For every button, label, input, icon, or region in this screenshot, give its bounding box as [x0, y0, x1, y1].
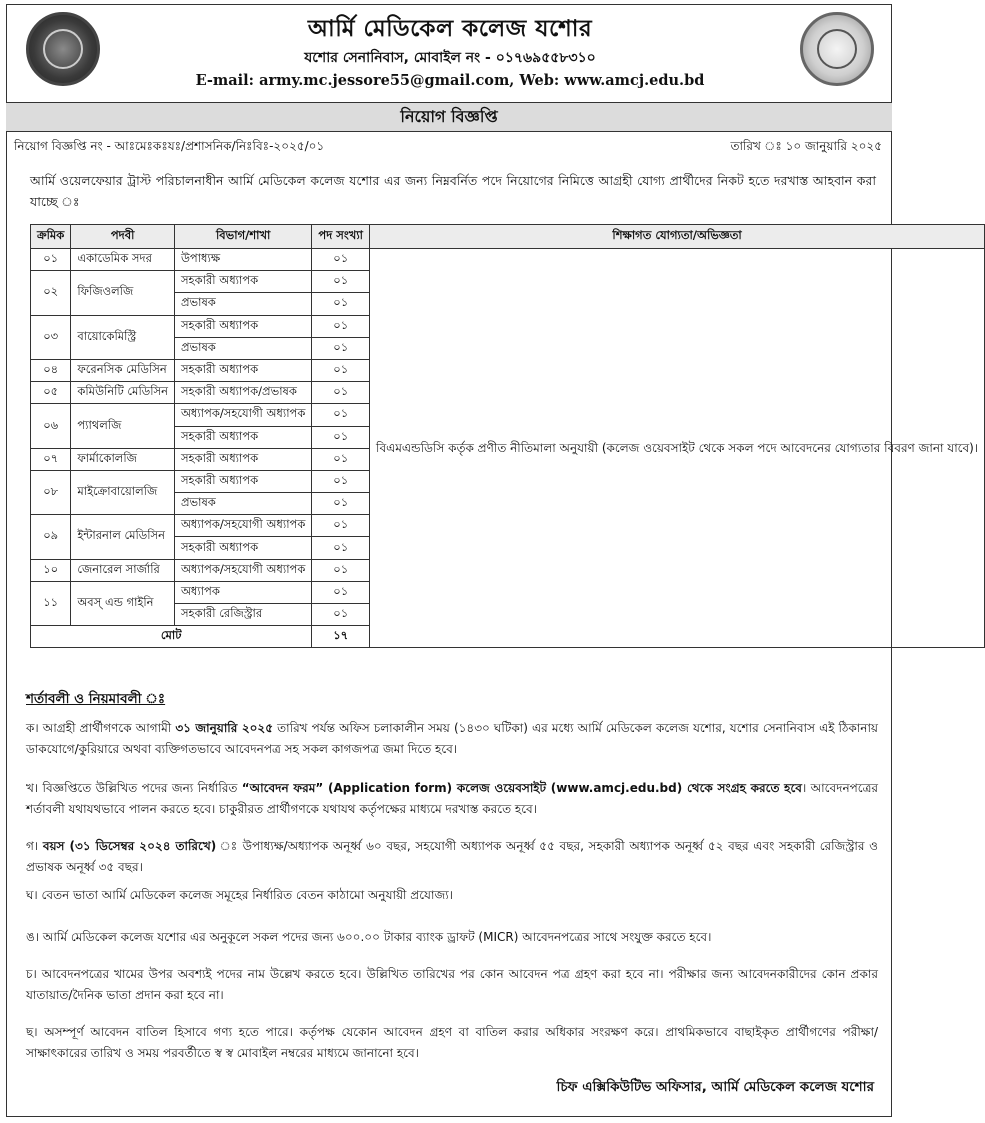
post-count-cell: ০১	[312, 359, 370, 381]
department-cell: সহকারী অধ্যাপক	[174, 537, 311, 559]
rule-uma: ঙ। আর্মি মেডিকেল কলেজ যশোর এর অনুকূলে সকল পদের জন্য ৬০০.০০ টাকার ব্যাংক ড্রাফট (MICR) আবেদনপত্রের সাথে সংযুক্ত করতে হবে।	[26, 930, 712, 944]
serial-cell: ১১	[31, 581, 71, 625]
rule-gha: ঘ। বেতন ভাতা আর্মি মেডিকেল কলেজ সমূহের নির্ধারিত বেতন কাঠামো অনুযায়ী প্রযোজ্য।	[26, 888, 453, 902]
letterhead	[0, 0, 900, 100]
rule-ga: গ। বয়স (৩১ ডিসেম্বর ২০২৪ তারিখে) ঃ উপাধ্যক্ষ/অধ্যাপক অনূর্ধ্ব ৬০ বছর, সহযোগী অধ্যাপক অনূর্ধ্ব ৫৫ বছর, সহকারী অধ্যাপক অনূর্ধ্ব ৫২ বছর এবং সহকারী রেজিস্ট্রার ও প্রভাষক অনূর্ধ্ব ৩৫ বছর।	[26, 839, 878, 874]
header-post-count: পদ সংখ্যা	[312, 225, 370, 249]
department-cell: সহকারী অধ্যাপক	[174, 271, 311, 293]
signature-line: চিফ এক্সিকিউটিভ অফিসার, আর্মি মেডিকেল কলেজ যশোর	[556, 1079, 874, 1095]
serial-cell: ০৬	[31, 404, 71, 448]
post-name-cell: প্যাথলজি	[71, 404, 175, 448]
serial-cell: ১০	[31, 559, 71, 581]
post-count-cell: ০১	[312, 470, 370, 492]
college-contact: E-mail: army.mc.jessore55@gmail.com, Web: www.amcj.edu.bd	[195, 72, 705, 89]
college-address: যশোর সেনানিবাস, মোবাইল নং - ০১৭৬৯৫৫৮৩১০	[304, 50, 596, 66]
post-name-cell: অবস্ এন্ড গাইনি	[71, 581, 175, 625]
rule-ka: ক। আগ্রহী প্রার্থীগণকে আগামী ৩১ জানুয়ারি ২০২৫ তারিখ পর্যন্ত অফিস চলাকালীন সময় (১৪৩০ ঘটিকা) এর মধ্যে আর্মি মেডিকেল কলেজ যশোর, যশোর সেনানিবাস এই ঠিকানায় ডাকযোগে/কুরিয়ারে অথবা ব্যক্তিগতভাবে আবেদনপত্র সহ সকল কাগজপত্র জমা দিতে হবে।	[26, 721, 878, 756]
reference-number: নিয়োগ বিজ্ঞপ্তি নং - আঃমেঃকঃযঃ/প্রশাসনিক/নিঃবিঃ-২০২৫/০১	[14, 139, 325, 153]
notice-banner: নিয়োগ বিজ্ঞপ্তি	[6, 102, 892, 132]
qualification-cell: বিএমএন্ডডিসি কর্তৃক প্রণীত নীতিমালা অনুযায়ী (কলেজ ওয়েবসাইট থেকে সকল পদে আবেদনের যোগ্যতার বিবরণ জানা যাবে)।	[370, 249, 985, 648]
header-department: বিভাগ/শাখা	[174, 225, 311, 249]
department-cell: সহকারী অধ্যাপক	[174, 470, 311, 492]
reference-line	[14, 138, 882, 158]
post-count-cell: ০১	[312, 249, 370, 271]
rules-heading: শর্তাবলী ও নিয়মাবলী ঃ	[26, 691, 166, 707]
department-cell: প্রভাষক	[174, 293, 311, 315]
department-cell: সহকারী রেজিস্ট্রার	[174, 604, 311, 626]
serial-cell: ০৪	[31, 359, 71, 381]
post-count-cell: ০১	[312, 382, 370, 404]
department-cell: উপাধ্যক্ষ	[174, 249, 311, 271]
table-row	[31, 249, 985, 271]
post-name-cell: জেনারেল সার্জারি	[71, 559, 175, 581]
notice-date: তারিখ ঃ ১০ জানুয়ারি ২০২৫	[730, 139, 882, 153]
rule-kha: খ। বিজ্ঞপ্তিতে উল্লিখিত পদের জন্য নির্ধারিত “আবেদন ফরম” (Application form) কলেজ ওয়েবসাইট (www.amcj.edu.bd) থেকে সংগ্রহ করতে হবে। আবেদনপত্রের শর্তাবলী যথাযথভাবে পালন করতে হবে। চাকুরীরত প্রার্থীগণকে যথাযথ কর্তৃপক্ষের মাধ্যমে দরখাস্ত করতে হবে।	[26, 781, 879, 816]
serial-cell: ০৭	[31, 448, 71, 470]
post-name-cell: ফার্মাকোলজি	[71, 448, 175, 470]
rule-cha: চ। আবেদনপত্রের খামের উপর অবশ্যই পদের নাম উল্লেখ করতে হবে। উল্লিখিত তারিখের পর কোন আবেদন পত্র গ্রহণ করা হবে না। পরীক্ষার জন্য আবেদনকারীদের কোন প্রকার যাতায়াত/দৈনিক ভাতা প্রদান করা হবে না।	[26, 967, 878, 1002]
post-name-cell: ইন্টারনাল মেডিসিন	[71, 515, 175, 559]
header-post: পদবী	[71, 225, 175, 249]
serial-cell: ০২	[31, 271, 71, 315]
post-count-cell: ০১	[312, 493, 370, 515]
header-serial: ক্রমিক	[31, 225, 71, 249]
header-qualification: শিক্ষাগত যোগ্যতা/অভিজ্ঞতা	[370, 225, 985, 249]
table-body	[31, 249, 985, 648]
total-value: ১৭	[312, 626, 370, 648]
department-cell: সহকারী অধ্যাপক/প্রভাষক	[174, 382, 311, 404]
post-name-cell: মাইক্রোবায়োলজি	[71, 470, 175, 514]
total-label: মোট	[31, 626, 312, 648]
post-count-cell: ০১	[312, 315, 370, 337]
post-count-cell: ০১	[312, 426, 370, 448]
serial-cell: ০৩	[31, 315, 71, 359]
table-header-row	[31, 225, 985, 249]
post-count-cell: ০১	[312, 271, 370, 293]
department-cell: অধ্যাপক/সহযোগী অধ্যাপক	[174, 559, 311, 581]
post-name-cell: ফরেনসিক মেডিসিন	[71, 359, 175, 381]
rule-chha: ছ। অসম্পূর্ণ আবেদন বাতিল হিসাবে গণ্য হতে পারে। কর্তৃপক্ষ যেকোন আবেদন গ্রহণ বা বাতিল করার অধিকার সংরক্ষণ করে। প্রাথমিকভাবে বাছাইকৃত প্রার্থীগণের পরীক্ষা/সাক্ষাৎকারের তারিখ ও সময় পরবর্তীতে স্ব স্ব মোবাইল নম্বরের মাধ্যমে জানানো হবে।	[26, 1025, 878, 1060]
department-cell: সহকারী অধ্যাপক	[174, 426, 311, 448]
post-count-cell: ০১	[312, 515, 370, 537]
post-name-cell: কমিউনিটি মেডিসিন	[71, 382, 175, 404]
post-count-cell: ০১	[312, 448, 370, 470]
department-cell: সহকারী অধ্যাপক	[174, 448, 311, 470]
post-count-cell: ০১	[312, 337, 370, 359]
serial-cell: ০৯	[31, 515, 71, 559]
posts-table	[30, 224, 985, 648]
department-cell: প্রভাষক	[174, 337, 311, 359]
department-cell: অধ্যাপক	[174, 581, 311, 603]
department-cell: অধ্যাপক/সহযোগী অধ্যাপক	[174, 404, 311, 426]
department-cell: অধ্যাপক/সহযোগী অধ্যাপক	[174, 515, 311, 537]
post-count-cell: ০১	[312, 293, 370, 315]
post-count-cell: ০১	[312, 604, 370, 626]
post-count-cell: ০১	[312, 559, 370, 581]
department-cell: সহকারী অধ্যাপক	[174, 315, 311, 337]
post-count-cell: ০১	[312, 581, 370, 603]
post-count-cell: ০১	[312, 404, 370, 426]
serial-cell: ০১	[31, 249, 71, 271]
post-count-cell: ০১	[312, 537, 370, 559]
intro-paragraph: আর্মি ওয়েলফেয়ার ট্রাস্ট পরিচালনাধীন আর্মি মেডিকেল কলেজ যশোর এর জন্য নিম্নবর্নিত পদে নিয়োগের নিমিত্তে আগ্রহী যোগ্য প্রার্থীদের নিকট হতে দরখাস্ত আহবান করা যাচ্ছে ঃ	[30, 173, 876, 209]
post-name-cell: ফিজিওলজি	[71, 271, 175, 315]
college-name: আর্মি মেডিকেল কলেজ যশোর	[307, 16, 593, 42]
serial-cell: ০৮	[31, 470, 71, 514]
post-name-cell: বায়োকেমিস্ট্রি	[71, 315, 175, 359]
department-cell: সহকারী অধ্যাপক	[174, 359, 311, 381]
post-name-cell: একাডেমিক সদর	[71, 249, 175, 271]
department-cell: প্রভাষক	[174, 493, 311, 515]
serial-cell: ০৫	[31, 382, 71, 404]
